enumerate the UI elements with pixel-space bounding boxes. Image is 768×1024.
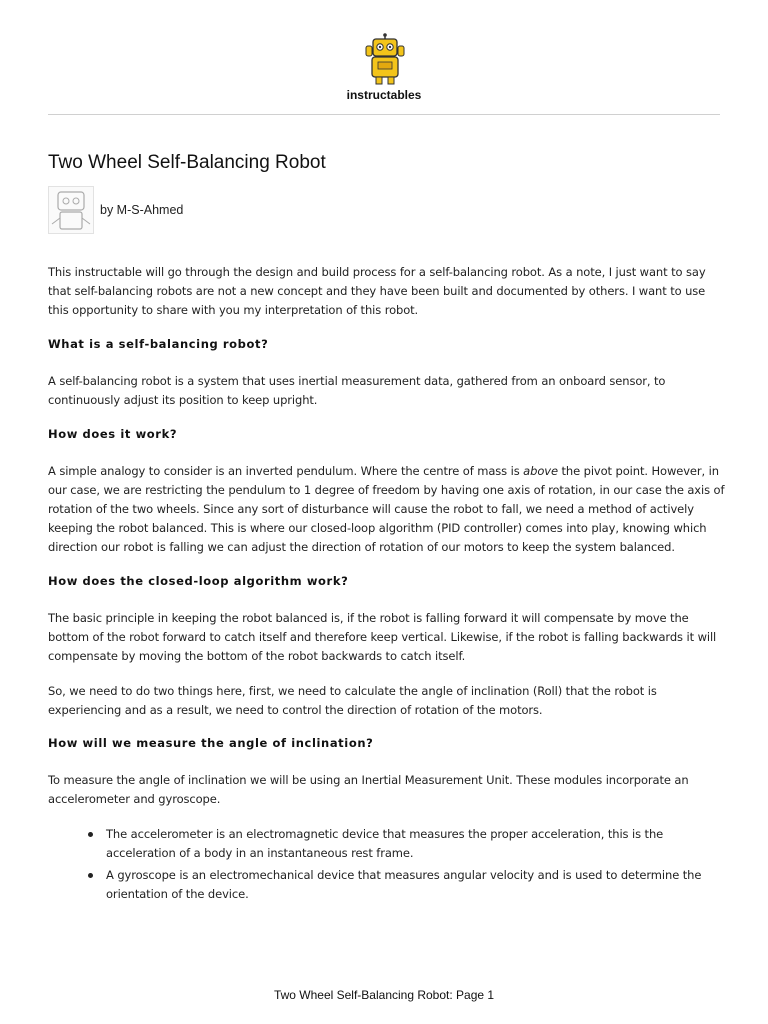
article-body xyxy=(48,263,728,907)
emphasized-word: above xyxy=(523,464,558,478)
bullet-icon xyxy=(88,832,93,837)
list-item xyxy=(106,866,728,904)
section-paragraph: A self-balancing robot is a system that uses inertial measurement data, gathered from an onboard sensor, to continuously adjust its position to keep upright. xyxy=(48,374,666,407)
author-byline: by M-S-Ahmed xyxy=(100,203,184,217)
document-title: Two Wheel Self-Balancing Robot xyxy=(48,152,326,173)
section-heading: How does it work? xyxy=(48,427,178,441)
intro-paragraph: This instructable will go through the design and build process for a self-balancing robot. As a note, I just want to say that self-balancing robots are not a new concept and they have been built and documented by others. I want to use this opportunity to share with you my interpretation of this robot. xyxy=(48,265,706,317)
list-item-text: The accelerometer is an electromagnetic device that measures the proper acceleration, this is the acceleration of a body in an instantaneous rest frame. xyxy=(106,827,664,860)
paragraph-text: the pivot point. However, in our case, we are restricting the pendulum to 1 degree of freedom by having one axis of rotation, in our case the axis of rotation of the two wheels. Since any sort of disturbance will cause the robot to fall, we need a method of actively keeping the robot balanced. This is where our closed-loop algorithm (PID controller) comes into play, knowing which direction our robot is falling we can adjust the direction of rotation of our motors to keep the system balanced. xyxy=(48,464,725,554)
header-divider xyxy=(48,114,720,115)
bullet-list xyxy=(48,825,728,904)
brand-name: instructables xyxy=(346,88,422,102)
author-avatar-icon xyxy=(48,186,94,234)
section-paragraph: To measure the angle of inclination we will be using an Inertial Measurement Unit. These modules incorporate an accelerometer and gyroscope. xyxy=(48,773,689,806)
robot-logo-icon xyxy=(362,33,408,87)
list-item xyxy=(106,825,728,863)
list-item-text: A gyroscope is an electromechanical device that measures angular velocity and is used to determine the orientation of the device. xyxy=(106,868,702,901)
section-paragraph: So, we need to do two things here, first, we need to calculate the angle of inclination (Roll) that the robot is experiencing and as a result, we need to control the direction of rotation of the motors. xyxy=(48,684,657,717)
section-paragraph xyxy=(48,462,728,557)
bullet-icon xyxy=(88,873,93,878)
section-heading: How does the closed-loop algorithm work? xyxy=(48,574,349,588)
section-paragraph: The basic principle in keeping the robot balanced is, if the robot is falling forward it will compensate by move the bottom of the robot forward to catch itself and therefore keep vertical. Likewise, if the robot is falling backwards it will compensate by moving the bottom of the robot backwards to catch itself. xyxy=(48,611,717,663)
paragraph-text: A simple analogy to consider is an inverted pendulum. Where the centre of mass is xyxy=(48,464,524,478)
page-header xyxy=(0,0,768,116)
page-footer: Two Wheel Self-Balancing Robot: Page 1 xyxy=(273,988,495,1002)
section-heading: What is a self-balancing robot? xyxy=(48,337,269,351)
section-heading: How will we measure the angle of inclination? xyxy=(48,736,374,750)
